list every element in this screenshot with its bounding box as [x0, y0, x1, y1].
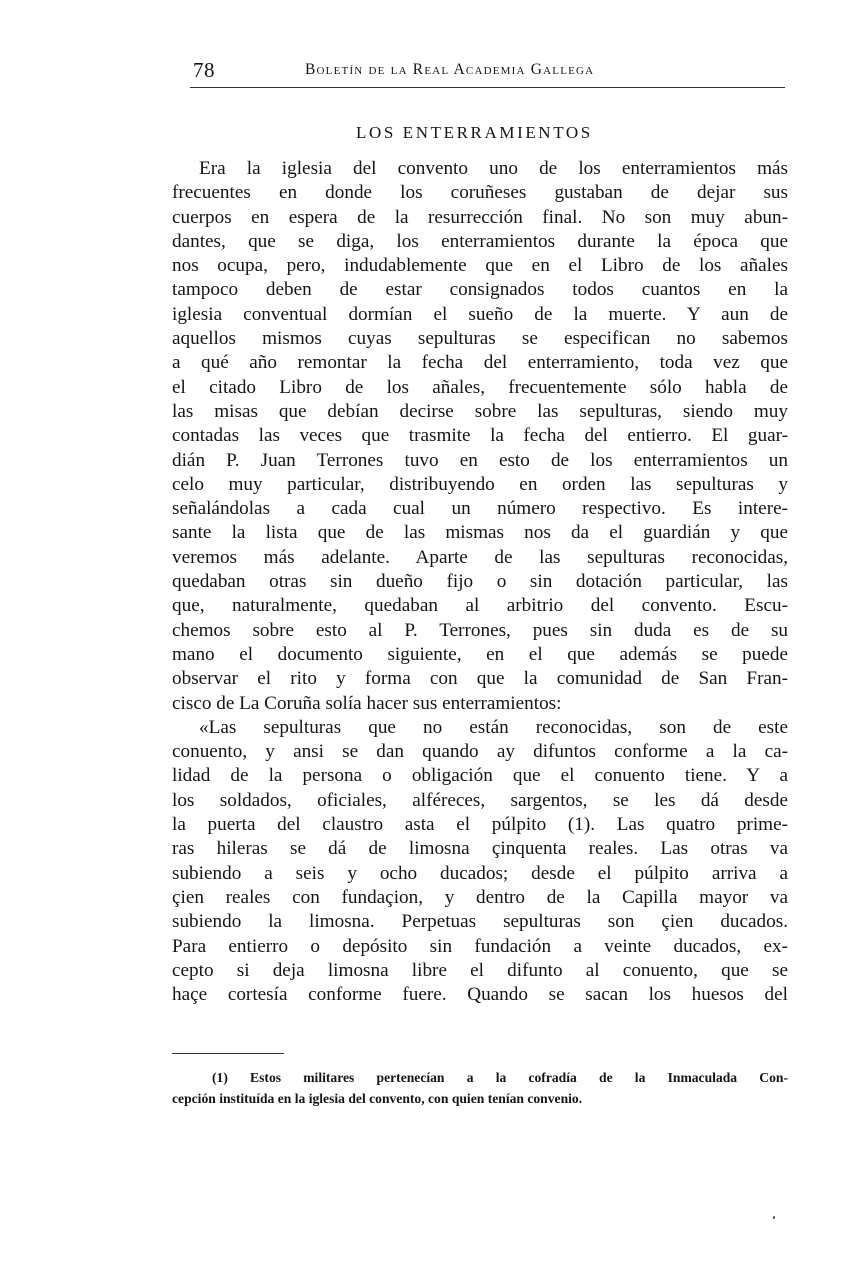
- body-line: contadas las veces que trasmite la fecha del entierro. El guar-: [172, 425, 788, 447]
- quote-line: los soldados, oficiales, alféreces, sargentos, se les dá desde: [172, 789, 788, 811]
- page-number: 78: [193, 58, 215, 82]
- quote-line: subiendo a seis y ocho ducados; desde el púlpito arriva a: [172, 862, 788, 884]
- body-text: [172, 157, 788, 1007]
- body-line: el citado Libro de los añales, frecuentemente sólo habla de: [172, 376, 788, 398]
- footnote-rule: [172, 1053, 284, 1054]
- quote-line: la puerta del claustro asta el púlpito (1). Las quatro prime-: [172, 814, 788, 836]
- body-line: observar el rito y forma con que la comunidad de San Fran-: [172, 668, 788, 690]
- body-line: tampoco deben de estar consignados todos cuantos en la: [172, 279, 788, 301]
- body-line: frecuentes en donde los coruñeses gustaban de dejar sus: [172, 182, 788, 204]
- body-line: chemos sobre esto al P. Terrones, pues sin duda es de su: [172, 619, 788, 641]
- quote-line: conuento, y ansi se dan quando ay difuntos conforme a la ca-: [172, 741, 788, 763]
- body-line: cuerpos en espera de la resurrección final. No son muy abun-: [172, 206, 788, 228]
- quote-line: «Las sepulturas que no están reconocidas, son de este: [199, 716, 788, 738]
- quote-line: cepto si deja limosna libre el difunto al conuento, que se: [172, 959, 788, 981]
- quote-line: lidad de la persona o obligación que el conuento tiene. Y a: [172, 765, 788, 787]
- body-line: a qué año remontar la fecha del enterramiento, toda vez que: [172, 352, 788, 374]
- running-header: Boletín de la Real Academia Gallega: [305, 61, 595, 78]
- footnote-line: cepción instituída en la iglesia del convento, con quien tenían convenio.: [172, 1091, 583, 1106]
- body-line: veremos más adelante. Aparte de las sepulturas reconocidas,: [172, 546, 788, 568]
- section-title: LOS ENTERRAMIENTOS: [356, 123, 593, 142]
- body-line: Era la iglesia del convento uno de los enterramientos más: [199, 158, 788, 179]
- body-line: nos ocupa, pero, indudablemente que en el Libro de los añales: [172, 255, 788, 277]
- body-line: que, naturalmente, quedaban al arbitrio del convento. Escu-: [172, 595, 788, 617]
- body-line: iglesia conventual dormían el sueño de la muerte. Y aun de: [172, 303, 788, 325]
- footnote: [172, 1067, 788, 1109]
- quote-line: haçe cortesía conforme fuere. Quando se sacan los huesos del: [172, 984, 788, 1006]
- body-line: dantes, que se diga, los enterramientos durante la época que: [172, 230, 788, 252]
- quote-line: çien reales con fundaçion, y dentro de la Capilla mayor va: [172, 886, 788, 908]
- body-line: señalándolas a cada cual un número respectivo. Es intere-: [172, 498, 788, 520]
- body-line: cisco de La Coruña solía hacer sus enterramientos:: [172, 692, 562, 714]
- body-line: aquellos mismos cuyas sepulturas se especifican no sabemos: [172, 328, 788, 350]
- body-line: dián P. Juan Terrones tuvo en esto de los enterramientos un: [172, 449, 788, 471]
- quote-line: ras hileras se dá de limosna çinquenta reales. Las otras va: [172, 838, 788, 860]
- body-line: quedaban otras sin dueño fijo o sin dotación particular, las: [172, 571, 788, 593]
- quote-line: Para entierro o depósito sin fundación a veinte ducados, ex-: [172, 935, 788, 957]
- footnote-line: (1) Estos militares pertenecían a la cofradía de la Inmaculada Con-: [212, 1070, 788, 1085]
- body-line: celo muy particular, distribuyendo en orden las sepulturas y: [172, 473, 788, 495]
- header-rule: [190, 87, 785, 88]
- body-line: mano el documento siguiente, en el que además se puede: [172, 643, 788, 665]
- body-line: las misas que debían decirse sobre las sepulturas, siendo muy: [172, 400, 788, 422]
- print-speck: [773, 1216, 775, 1219]
- quote-line: subiendo la limosna. Perpetuas sepulturas son çien ducados.: [172, 911, 788, 933]
- body-line: sante la lista que de las mismas nos da el guardián y que: [172, 522, 788, 544]
